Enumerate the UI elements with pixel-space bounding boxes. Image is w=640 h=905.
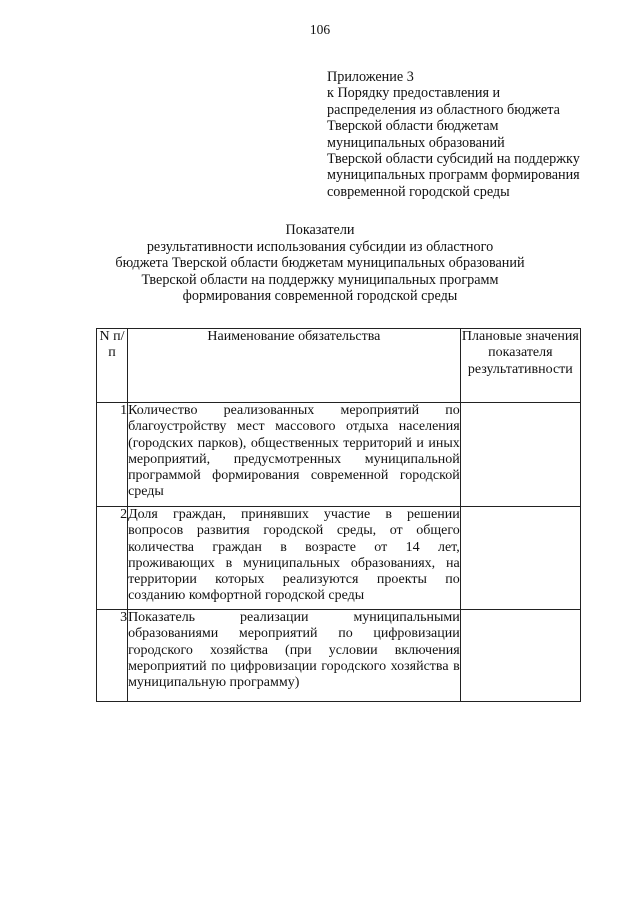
title-line: Показатели [285,222,355,238]
table-row [97,610,581,702]
appendix-line: Приложение 3 [327,69,414,85]
row-obligation-name: Количество реализованных мероприятий по благоустройству мест массового отдыха населения (городских парков), общественных территорий и иных мероприятий, предусмотренных муниципальной программой формирования современной городской среды [128,403,461,507]
appendix-line: муниципальных образований [327,134,505,151]
title-line: Тверской области на поддержку муниципальных программ [141,271,499,288]
page-number: 106 [309,22,331,37]
title-line: формирования современной городской среды [182,288,458,304]
appendix-line: современной городской среды [327,183,510,200]
appendix-line: Тверской области бюджетам [327,118,499,135]
appendix-reference [327,69,627,200]
appendix-line: Тверской области субсидий на поддержку [327,151,580,168]
table-row [97,403,581,507]
table-row [97,507,581,610]
appendix-line: распределения из областного бюджета [327,101,560,118]
table-header-row [97,329,581,403]
row-number: 3 [97,610,128,702]
indicators-table [96,328,581,702]
title-line: результативности использования субсидии из областного [146,238,494,255]
row-number: 1 [97,403,128,507]
header-name: Наименование обязательства [128,329,461,403]
row-obligation-name: Показатель реализации муниципальными образованиями мероприятий по цифровизации городского хозяйства (при условии включения мероприятий по цифровизации городского хозяйства в муниципальную программу) [128,610,461,702]
appendix-line: к Порядку предоставления и [327,85,501,102]
row-obligation-name: Доля граждан, принявших участие в решении вопросов развития городской среды, от общего количества граждан в возрасте от 14 лет, проживающих в муниципальных образованиях, на территории которых реализуются проекты по созданию комфортной городской среды [128,507,461,610]
header-number: N п/п [97,329,128,403]
row-plan-value [460,403,580,507]
document-title [0,222,640,305]
row-number: 2 [97,507,128,610]
title-line: бюджета Тверской области бюджетам муниципальных образований [115,255,525,271]
header-plan-values: Плановые значения показателя результативности [460,329,580,403]
row-plan-value [460,610,580,702]
row-plan-value [460,507,580,610]
appendix-line: муниципальных программ формирования [327,167,580,184]
